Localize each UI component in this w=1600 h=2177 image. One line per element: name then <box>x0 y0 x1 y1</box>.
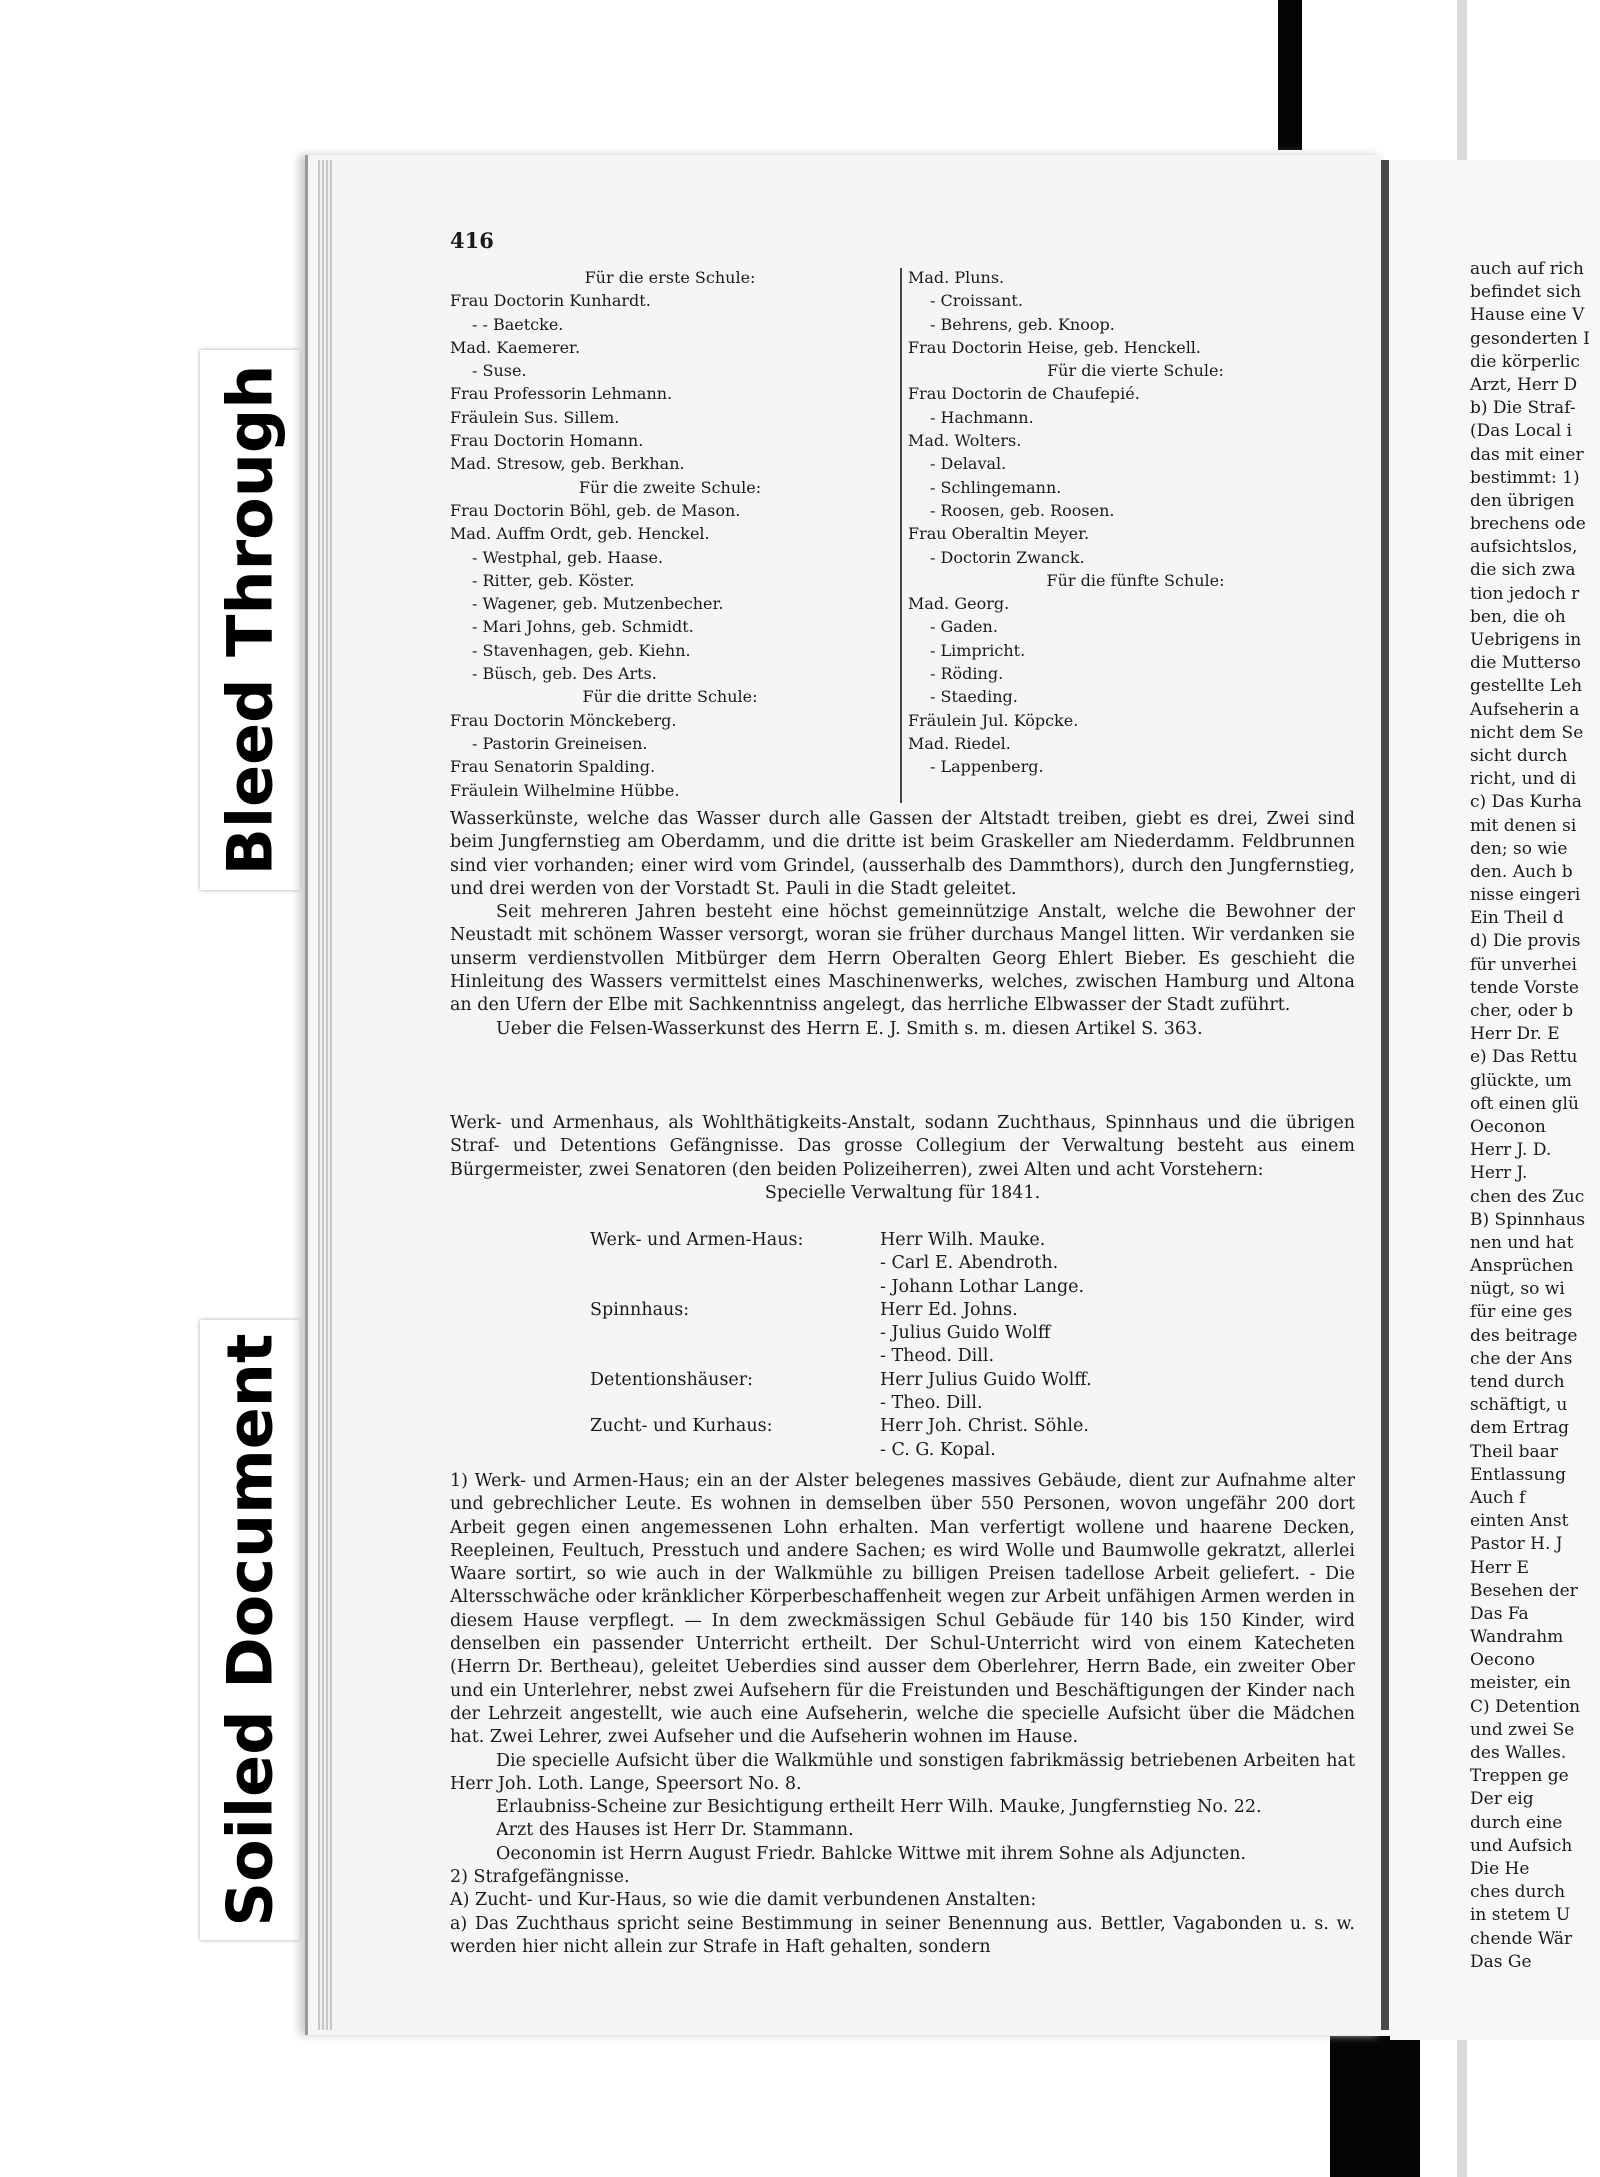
right-page-line: richt, und di <box>1470 769 1577 790</box>
row-office: Spinnhaus: <box>590 1299 690 1320</box>
right-page-line: und Aufsich <box>1470 1835 1573 1856</box>
oeconomin-line: Oeconomin ist Herrn August Friedr. Bahlcke Wittwe mit ihrem Sohne als Adjuncten. <box>496 1843 1247 1864</box>
table-row <box>450 1323 1355 1346</box>
right-page-line: die sich zwa <box>1470 560 1576 581</box>
right-page-line: Die He <box>1470 1858 1530 1879</box>
zuchthaus-paragraph: a) Das Zuchthaus spricht seine Bestimmung in seiner Benennung aus. Bettler, Vagabonden u. s. w. werden hier nicht allein zur Strafe in Haft gehalten, sondern <box>450 1913 1355 1957</box>
list-item: Frau Doctorin de Chaufepié. <box>908 384 1140 404</box>
right-page-line: Oeconon <box>1470 1116 1546 1137</box>
right-page-line: (Das Local i <box>1470 421 1572 442</box>
list-item: Mad. Kaemerer. <box>450 337 581 357</box>
right-page-line: Wandrahm <box>1470 1627 1564 1648</box>
zuchthaus-heading: A) Zucht- und Kur-Haus, so wie die damit verbundenen Anstalten: <box>450 1890 1037 1911</box>
book-gutter <box>1381 160 1389 2030</box>
right-page-line: die Mutterso <box>1470 653 1581 674</box>
list-item: - Delaval. <box>930 454 1007 474</box>
list-item: Frau Doctorin Böhl, geb. de Mason. <box>450 500 741 520</box>
right-page-line: befindet sich <box>1470 282 1582 303</box>
right-page-line: für unverhei <box>1470 954 1577 975</box>
scan-bottom-bar <box>1330 2036 1420 2177</box>
right-page-line: die körperlic <box>1470 351 1580 372</box>
right-page-line: e) Das Rettu <box>1470 1047 1578 1068</box>
right-page-line: tende Vorste <box>1470 977 1579 998</box>
row-office: Zucht- und Kurhaus: <box>590 1416 773 1437</box>
list-item: - Westphal, geb. Haase. <box>472 547 664 567</box>
right-page-line: gesonderten I <box>1470 328 1590 349</box>
right-page-line: oft einen glü <box>1470 1093 1579 1114</box>
right-page-line: ben, die oh <box>1470 606 1566 627</box>
erlaubniss-line: Erlaubniss-Scheine zur Besichtigung ertheilt Herr Wilh. Mauke, Jungfernstieg No. 22. <box>496 1797 1262 1818</box>
table-row <box>450 1277 1355 1300</box>
right-page-line: tend durch <box>1470 1372 1565 1392</box>
list-item: Fräulein Sus. Sillem. <box>450 407 620 427</box>
row-person: - Julius Guido Wolff <box>880 1323 1051 1344</box>
werk-paragraph: Werk- und Armenhaus, als Wohlthätigkeits-Anstalt, sodann Zuchthaus, Spinnhaus und die übrigen Straf- und Detentions Gefängnisse. Das grosse Collegium der Verwaltung besteht aus einem Bürgermeister, zwei Senatoren (den beiden Polizeiherren), zwei Alten und acht Vorstehern: <box>450 1113 1355 1180</box>
row-person: Herr Joh. Christ. Söhle. <box>880 1416 1089 1437</box>
right-page-line: chende Wär <box>1470 1928 1573 1949</box>
right-page-line: nen und hat <box>1470 1232 1574 1253</box>
right-page-line: durch eine <box>1470 1812 1563 1833</box>
list-item: - Behrens, geb. Knoop. <box>930 314 1115 334</box>
list-item: Für die erste Schule: <box>584 268 756 287</box>
list-item: Frau Oberaltin Meyer. <box>908 524 1090 544</box>
right-page-line: Hause eine V <box>1470 305 1585 326</box>
list-item: Für die zweite Schule: <box>578 477 762 497</box>
right-page-line: C) Detention <box>1470 1696 1581 1717</box>
list-item: - Ritter, geb. Köster. <box>472 570 635 590</box>
right-page-line: Der eig <box>1470 1789 1534 1810</box>
right-page-line: und zwei Se <box>1470 1719 1575 1740</box>
list-item: Mad. Stresow, geb. Berkhan. <box>450 454 685 474</box>
table-row <box>450 1230 1355 1253</box>
right-page-line: Herr Dr. E <box>1470 1024 1560 1045</box>
bleed-through-label: Bleed Through <box>200 350 300 890</box>
right-page-line: nicht dem Se <box>1470 722 1584 743</box>
list-item: Mad. Pluns. <box>908 268 1005 287</box>
right-page-line: tion jedoch r <box>1470 583 1580 604</box>
right-page-line: Besehen der <box>1470 1580 1578 1601</box>
list-item: Mad. Riedel. <box>908 733 1011 753</box>
list-item: - Wagener, geb. Mutzenbecher. <box>472 594 724 614</box>
right-page-line: Arzt, Herr D <box>1470 374 1578 395</box>
row-person: - Carl E. Abendroth. <box>880 1253 1059 1274</box>
list-item: Frau Doctorin Heise, geb. Henckell. <box>908 337 1202 357</box>
list-item: Frau Professorin Lehmann. <box>450 384 673 404</box>
list-item: - Suse. <box>472 361 527 381</box>
right-page-line: mit denen si <box>1470 815 1577 836</box>
right-page-line: in stetem U <box>1470 1905 1571 1926</box>
right-page-line: Ansprüchen <box>1470 1256 1574 1277</box>
school-lists <box>450 268 1355 808</box>
list-item: - Lappenberg. <box>930 757 1044 777</box>
right-page-line: Das Ge <box>1470 1951 1532 1972</box>
right-page-line: Uebrigens in <box>1470 630 1582 650</box>
right-school-column <box>900 268 1363 803</box>
row-office: Werk- und Armen-Haus: <box>590 1230 804 1250</box>
right-page-line: c) Das Kurha <box>1470 792 1582 813</box>
list-item: - Roosen, geb. Roosen. <box>930 500 1115 520</box>
right-page-line: brechens ode <box>1470 514 1586 535</box>
list-item: - Schlingemann. <box>930 477 1062 497</box>
right-page-line: nisse eingeri <box>1470 885 1581 906</box>
scan-top-bar <box>1278 0 1302 150</box>
row-person: Herr Wilh. Mauke. <box>880 1230 1046 1250</box>
right-page-line: Auch f <box>1470 1487 1526 1508</box>
right-page-line: Herr J. D. <box>1470 1140 1552 1161</box>
list-item: - Büsch, geb. Des Arts. <box>472 664 657 684</box>
right-page-line: Das Fa <box>1470 1603 1529 1624</box>
right-page-line: b) Die Straf- <box>1470 398 1576 419</box>
right-page-line: Treppen ge <box>1470 1766 1569 1787</box>
list-item: - Mari Johns, geb. Schmidt. <box>472 617 694 637</box>
wasser-paragraph-1: Wasserkünste, welche das Wasser durch alle Gassen der Altstadt treiben, giebt es drei, Zwei sind beim Jungfernstieg am Oberdamm, und die dritte ist beim Graskeller am Niederdamm. Feldbrunnen sind vier vorhanden; einer wird vom Grindel, (ausserhalb des Dammthors), durch den Jungfernstieg, und drei werden von der Vorstadt St. Pauli in die Stadt geleitet. <box>450 809 1355 899</box>
section-1 <box>450 1470 1355 1959</box>
walkmuehle-paragraph: Die specielle Aufsicht über die Walkmühle und sonstigen fabrikmässig betriebenen Arbeiten hat Herr Joh. Loth. Lange, Speersort No. 8. <box>450 1750 1355 1794</box>
right-page-line: den; so wie <box>1470 838 1568 859</box>
row-office <box>450 1346 880 1369</box>
right-page-text <box>1470 258 1600 1974</box>
right-page-line: cher, oder b <box>1470 1001 1574 1021</box>
right-page-line: Oecono <box>1470 1650 1535 1671</box>
right-page-line: Aufseherin a <box>1470 699 1580 720</box>
list-item: - Stavenhagen, geb. Kiehn. <box>472 640 691 660</box>
list-item: - Limpricht. <box>930 640 1026 660</box>
right-page-line: bestimmt: 1) <box>1470 467 1580 488</box>
right-page-line: chen des Zuc <box>1470 1186 1585 1207</box>
row-office <box>450 1277 880 1300</box>
list-item: - - Baetcke. <box>472 314 564 334</box>
right-page-line: einten Anst <box>1470 1511 1569 1532</box>
table-row <box>450 1300 1355 1323</box>
table-row <box>450 1346 1355 1369</box>
right-page-line: d) Die provis <box>1470 931 1581 952</box>
right-page-line: gestellte Leh <box>1470 676 1583 697</box>
soiled-document-label: Soiled Document <box>200 1320 300 1940</box>
right-page-line: ches durch <box>1470 1882 1566 1903</box>
right-page-line: für eine ges <box>1470 1302 1573 1323</box>
strafgefaengnisse-heading: 2) Strafgefängnisse. <box>450 1867 630 1888</box>
list-item: - Pastorin Greineisen. <box>472 733 648 753</box>
verwaltung-table <box>450 1230 1355 1463</box>
wasser-section <box>450 808 1355 1041</box>
right-page-line: Herr J. <box>1470 1163 1528 1184</box>
row-person: - Theo. Dill. <box>880 1393 983 1414</box>
list-item: Mad. Wolters. <box>908 431 1022 451</box>
row-person: - Johann Lothar Lange. <box>880 1276 1085 1297</box>
list-item: Für die dritte Schule: <box>582 687 758 707</box>
list-item: - Doctorin Zwanck. <box>930 547 1085 567</box>
right-page-line: sicht durch <box>1470 745 1568 766</box>
right-page-line: Theil baar <box>1470 1441 1558 1462</box>
list-item: Für die vierte Schule: <box>1047 361 1224 381</box>
list-item: - Croissant. <box>930 291 1023 311</box>
row-office <box>450 1393 880 1416</box>
right-page-line: aufsichtslos, <box>1470 537 1578 558</box>
right-page-line: des beitrage <box>1470 1325 1578 1346</box>
row-person: Herr Julius Guido Wolff. <box>880 1369 1092 1390</box>
list-item: Für die fünfte Schule: <box>1046 570 1225 590</box>
table-row <box>450 1370 1355 1393</box>
row-office <box>450 1440 880 1463</box>
row-office: Detentionshäuser: <box>590 1369 754 1390</box>
verwaltung-heading: Specielle Verwaltung für 1841. <box>764 1182 1041 1203</box>
werkhaus-paragraph: 1) Werk- und Armen-Haus; ein an der Alster belegenes massives Gebäude, dient zur Aufnahme alter und gebrechlicher Leute. Es wohnen in demselben über 550 Personen, wovon ungefähr 200 dort Arbeit gegen einen angemessenen Lohn erhalten. Man verfertigt wollene und haarene Decken, Reepleinen, Feultuch, Presstuch und andere Sachen; es wird Wolle und Baumwolle gekratzt, allerlei Waare sortirt, so wie auch in der Walkmühle zu billigen Preisen tadellose Arbeit geliefert. - Die Altersschwäche oder kränklicher Körperbeschaffenheit wegen zur Arbeit unfähigen Armen werden in diesem Hause verpflegt. — In dem zweckmässigen Schul Gebäude für 140 bis 150 Kinder, wird denselben ein passender Unterricht ertheilt. Der Schul-Unterricht wird von einem Katecheten (Herrn Dr. Bertheau), geleitet Ueberdies sind ausser dem Oberlehrer, Herrn Bade, ein zweiter Ober und ein Unterlehrer, nebst zwei Aufsehern für die Freistunden und Beschäftigungen der Kinder nach der Lehrzeit angestellt, wie auch eine Aufseherin, welche die specielle Aufsicht über die Mädchen hat. Zwei Lehrer, zwei Aufseher und die Aufseherin wohnen im Hause. <box>450 1471 1355 1748</box>
werk-section <box>450 1112 1355 1205</box>
list-item: Frau Doctorin Kunhardt. <box>450 291 651 311</box>
right-page-line: das mit einer <box>1470 444 1584 465</box>
arzt-line: Arzt des Hauses ist Herr Dr. Stammann. <box>496 1820 854 1841</box>
page-number: 416 <box>450 228 494 253</box>
right-page-line: auch auf rich <box>1470 259 1584 279</box>
list-item: Fräulein Jul. Köpcke. <box>908 710 1079 730</box>
list-item: - Hachmann. <box>930 407 1034 427</box>
row-person: - Theod. Dill. <box>880 1346 995 1367</box>
right-page-line: nügt, so wi <box>1470 1279 1565 1300</box>
list-item: Frau Senatorin Spalding. <box>450 757 656 777</box>
list-item: - Gaden. <box>930 617 998 637</box>
right-page-line: Pastor H. J <box>1470 1534 1563 1555</box>
list-item: - Röding. <box>930 664 1004 684</box>
right-page-line: meister, ein <box>1470 1673 1571 1694</box>
page-edges <box>318 160 332 2030</box>
table-row <box>450 1253 1355 1276</box>
list-item: Mad. Georg. <box>908 594 1010 614</box>
left-school-column <box>450 268 890 804</box>
right-page-line: Herr E <box>1470 1557 1529 1578</box>
table-row <box>450 1416 1355 1439</box>
list-item: - Staeding. <box>930 687 1018 707</box>
list-item: Fräulein Wilhelmine Hübbe. <box>450 780 680 800</box>
right-page-line: B) Spinnhaus <box>1470 1209 1586 1230</box>
right-page-line: schäftigt, u <box>1470 1395 1568 1416</box>
table-row <box>450 1393 1355 1416</box>
row-office <box>450 1253 880 1276</box>
row-office <box>450 1323 880 1346</box>
row-person: Herr Ed. Johns. <box>880 1299 1018 1320</box>
right-page-line: Entlassung <box>1470 1464 1566 1485</box>
wasser-paragraph-3: Ueber die Felsen-Wasserkunst des Herrn E. J. Smith s. m. diesen Artikel S. 363. <box>496 1018 1203 1039</box>
list-item: Mad. Auffm Ordt, geb. Henckel. <box>450 524 710 544</box>
wasser-paragraph-2: Seit mehreren Jahren besteht eine höchst gemeinnützige Anstalt, welche die Bewohner der Neustadt mit schönem Wasser versorgt, woran sie früher durchaus Mangel litten. Wir verdanken sie unserm verdienstvollen Mitbürger dem Herrn Oberalten Georg Ehlert Bieber. Es geschieht die Hinleitung des Wassers vermittelst eines Maschinenwerks, welches, zwischen Hamburg und Altona an den Ufern der Elbe mit Sachkenntniss angelegt, das herrliche Elbwasser der Stadt zuführt. <box>450 902 1355 1016</box>
right-page-line: Ein Theil d <box>1470 908 1564 929</box>
right-page-line: che der Ans <box>1470 1348 1573 1369</box>
right-page-line: den. Auch b <box>1470 861 1573 882</box>
table-row <box>450 1440 1355 1463</box>
row-person: - C. G. Kopal. <box>880 1439 996 1460</box>
right-page-line: glückte, um <box>1470 1070 1572 1091</box>
right-page-line: dem Ertrag <box>1470 1418 1569 1439</box>
list-item: Frau Doctorin Mönckeberg. <box>450 710 677 730</box>
right-page-line: den übrigen <box>1470 490 1575 511</box>
list-item: Frau Doctorin Homann. <box>450 431 644 451</box>
right-page-line: des Walles. <box>1470 1743 1567 1763</box>
